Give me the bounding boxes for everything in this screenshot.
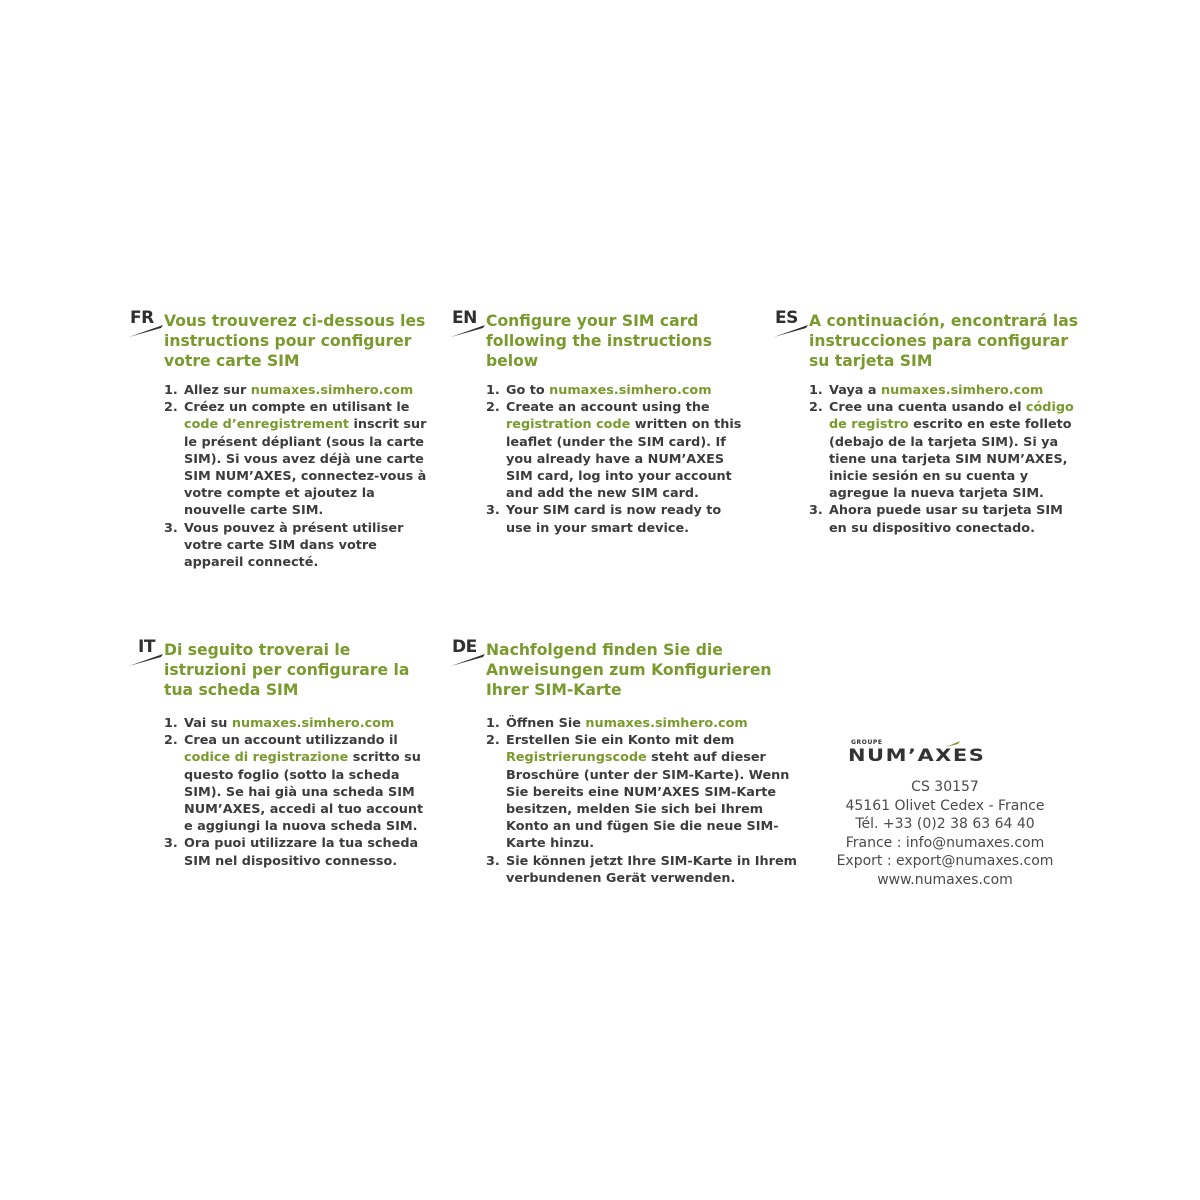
step-item — [164, 520, 434, 572]
lang-code: FR — [130, 308, 154, 328]
section-title: Di seguito troverai le istruzioni per configurare la tua scheda SIM — [164, 641, 410, 699]
website-link[interactable]: numaxes.simhero.com — [549, 383, 712, 398]
step-number: 1. — [164, 716, 178, 731]
lang-badge — [128, 308, 162, 338]
step-text: Cree una cuenta usando el — [829, 400, 1026, 416]
step-item — [486, 399, 748, 502]
contact-address: 45161 Olivet Cedex - France — [845, 797, 1045, 814]
step-text: steht auf dieser Broschüre (unter der SIM-Karte). Wenn Sie bereits eine NUM’AXES SIM-Karte besitzen, melden Sie sich bei Ihrem Konto an und fügen Sie die neue SIM-Karte hinzu. — [506, 750, 790, 852]
section-de — [452, 637, 798, 887]
contact-block — [820, 778, 1070, 890]
steps-list — [486, 715, 798, 887]
steps-list — [809, 382, 1084, 537]
step-text: written on this leaflet (under the SIM card). If you already have a NUM’AXES SIM card, log into your account and add the new SIM card. — [506, 417, 742, 502]
step-item — [486, 382, 748, 399]
step-item — [486, 715, 798, 732]
section-en — [452, 308, 748, 537]
step-text: Vai su — [184, 716, 232, 731]
slash-stroke-icon — [450, 651, 486, 667]
step-number: 3. — [809, 503, 823, 519]
steps-list — [164, 382, 434, 571]
step-text: Öffnen Sie — [506, 716, 586, 731]
step-text: Ora puoi utilizzare la tua scheda SIM nel dispositivo connesso. — [184, 836, 419, 869]
step-text: Create an account using the — [506, 400, 710, 416]
website-link[interactable]: numaxes.simhero.com — [250, 383, 414, 398]
step-text: Go to — [506, 383, 550, 398]
slash-stroke-icon — [128, 322, 164, 338]
step-item — [164, 399, 434, 519]
numaxes-logo — [848, 737, 1043, 767]
step-number: 3. — [164, 520, 178, 536]
step-text: Erstellen Sie ein Konto mit dem — [506, 733, 735, 749]
registration-code-text: código de registro — [829, 400, 1074, 433]
step-text: Vous pouvez à présent utiliser votre carte SIM dans votre appareil connecté. — [184, 520, 404, 571]
step-number: 2. — [486, 400, 500, 416]
step-text: Your SIM card is now ready to use in your smart device. — [506, 503, 722, 536]
registration-code-text: codice di registrazione — [184, 750, 349, 766]
step-number: 2. — [164, 400, 178, 416]
section-it — [138, 637, 426, 870]
website-link[interactable]: numaxes.simhero.com — [880, 383, 1044, 398]
contact-website: www.numaxes.com — [877, 871, 1013, 888]
logo-name: NUM’AXES — [848, 745, 986, 766]
contact-email-france: France : info@numaxes.com — [845, 834, 1045, 851]
logo-groupe: GROUPE — [851, 739, 883, 746]
step-text: escrito en este folleto (debajo de la tarjeta SIM). Si ya tiene una tarjeta SIM NUM’AXES, inicie sesión en su cuenta y agregue la nueva tarjeta SIM. — [829, 417, 1072, 502]
section-title: A continuación, encontrará las instrucciones para configurar su tarjeta SIM — [809, 312, 1079, 370]
registration-code-text: Registrierungscode — [506, 750, 647, 766]
step-text: Vaya a — [829, 383, 881, 398]
section-title: Nachfolgend finden Sie die Anweisungen zum Konfigurieren Ihrer SIM-Karte — [486, 641, 772, 699]
lang-code: EN — [452, 308, 477, 328]
lang-code: IT — [138, 637, 155, 657]
slash-stroke-icon — [773, 322, 809, 338]
lang-code: DE — [452, 637, 477, 657]
step-item — [486, 853, 798, 887]
step-number: 3. — [164, 836, 178, 852]
registration-code-text: code d’enregistrement — [184, 417, 349, 433]
lang-badge — [773, 308, 807, 338]
lang-code: ES — [775, 308, 798, 328]
step-text: Ahora puede usar su tarjeta SIM en su dispositivo conectado. — [829, 503, 1063, 536]
steps-list — [164, 715, 426, 870]
step-number: 1. — [809, 383, 823, 398]
step-number: 3. — [486, 503, 500, 519]
slash-stroke-icon — [450, 322, 486, 338]
website-link[interactable]: numaxes.simhero.com — [585, 716, 748, 731]
section-title: Configure your SIM card following the instructions below — [486, 312, 713, 370]
step-item — [164, 835, 426, 869]
step-item — [809, 502, 1084, 536]
contact-cs: CS 30157 — [911, 779, 979, 795]
step-number: 3. — [486, 853, 500, 869]
contact-phone: Tél. +33 (0)2 38 63 64 40 — [855, 816, 1035, 833]
numaxes-logo-icon — [848, 737, 1043, 767]
registration-code-text: registration code — [506, 417, 631, 433]
step-text: scritto su questo foglio (sotto la scheda SIM). Se hai già una scheda SIM NUM’AXES, accedi al tuo account e aggiungi la nuova scheda SIM. — [184, 750, 424, 835]
step-number: 2. — [809, 400, 823, 416]
website-link[interactable]: numaxes.simhero.com — [231, 716, 395, 731]
lang-badge — [450, 308, 484, 338]
step-number: 2. — [486, 733, 500, 749]
step-item — [809, 399, 1084, 502]
step-text: inscrit sur le présent dépliant (sous la carte SIM). Si vous avez déjà une carte SIM NUM’AXES, connectez-vous à votre compte et ajoutez la nouvelle carte SIM. — [184, 417, 427, 519]
section-title: Vous trouverez ci-dessous les instructions pour configurer votre carte SIM — [164, 312, 426, 370]
step-item — [486, 732, 798, 852]
step-number: 1. — [486, 716, 500, 731]
step-text: Crea un account utilizzando il — [184, 733, 398, 749]
step-text: Créez un compte en utilisant le — [184, 400, 410, 416]
step-number: 1. — [486, 383, 500, 398]
contact-email-export: Export : export@numaxes.com — [836, 853, 1054, 870]
step-text: Sie können jetzt Ihre SIM-Karte in Ihrem verbundenen Gerät verwenden. — [506, 853, 797, 886]
step-item — [164, 382, 434, 399]
step-number: 1. — [164, 383, 178, 398]
step-text: Allez sur — [184, 383, 251, 398]
lang-badge — [128, 637, 162, 667]
lang-badge — [450, 637, 484, 667]
section-es — [775, 308, 1084, 537]
step-item — [809, 382, 1084, 399]
step-item — [164, 732, 426, 835]
slash-stroke-icon — [128, 651, 164, 667]
step-item — [486, 502, 748, 536]
step-number: 2. — [164, 733, 178, 749]
step-item — [164, 715, 426, 732]
steps-list — [486, 382, 748, 537]
section-fr — [130, 308, 434, 571]
